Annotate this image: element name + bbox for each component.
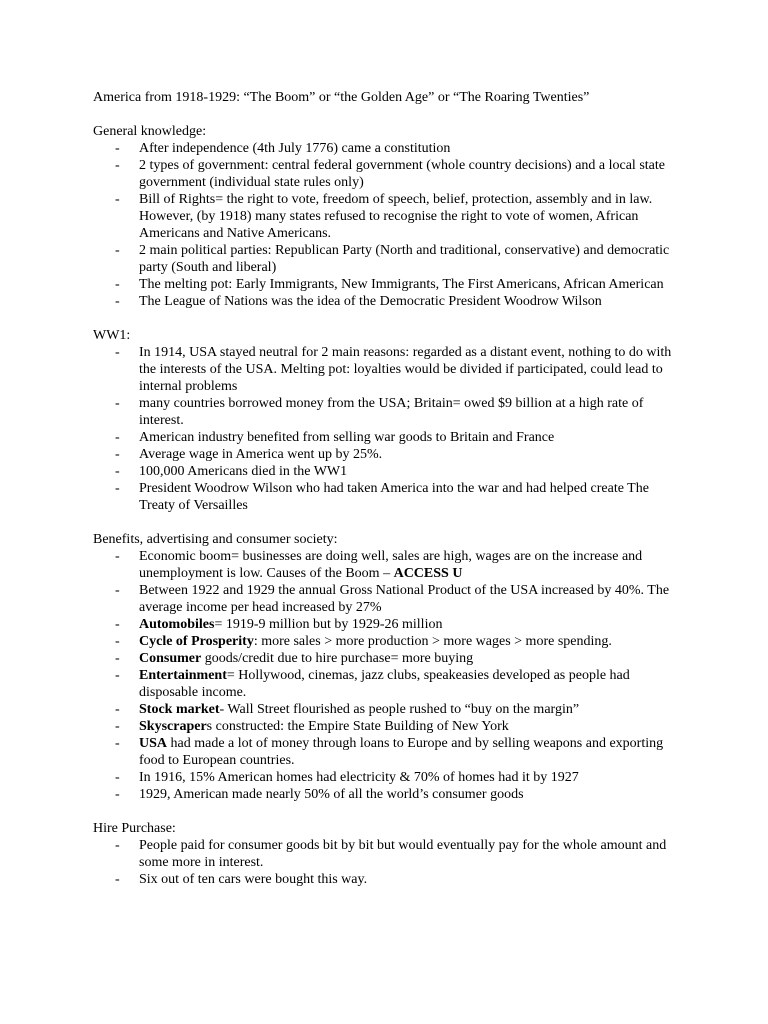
bullet-list	[93, 344, 673, 514]
bullet-dash: -	[115, 668, 120, 683]
bullet-dash: -	[115, 464, 120, 479]
bullet-list	[93, 140, 673, 310]
bullet-dash: -	[115, 736, 120, 751]
bullet-dash: -	[115, 430, 120, 445]
bullet-text: = 1919-9 million but by 1929-26 million	[214, 617, 443, 632]
bullet-item	[93, 701, 673, 718]
bold-term: Stock market	[139, 702, 220, 717]
bullet-text: 2 main political parties: Republican Party (North and traditional, conservative) and democratic party (South and liberal)	[139, 243, 670, 275]
section-heading: Benefits, advertising and consumer society:	[93, 532, 338, 547]
bullet-dash: -	[115, 634, 120, 649]
bold-term: Skyscraper	[139, 719, 207, 734]
bullet-item	[93, 429, 673, 446]
bullet-item	[93, 395, 673, 429]
bullet-item	[93, 242, 673, 276]
bullet-dash: -	[115, 838, 120, 853]
bullet-item	[93, 616, 673, 633]
bullet-text: Between 1922 and 1929 the annual Gross National Product of the USA increased by 40%. The average income per head increased by 27%	[139, 583, 670, 615]
bullet-item	[93, 650, 673, 667]
bullet-dash: -	[115, 702, 120, 717]
bullet-text: After independence (4th July 1776) came a constitution	[139, 141, 451, 156]
bullet-dash: -	[115, 617, 120, 632]
bullet-text: goods/credit due to hire purchase= more buying	[201, 651, 474, 666]
bullet-dash: -	[115, 447, 120, 462]
bullet-list	[93, 837, 673, 888]
bold-term: Consumer	[139, 651, 202, 666]
bullet-item	[93, 463, 673, 480]
bullet-item	[93, 276, 673, 293]
bullet-dash: -	[115, 549, 120, 564]
bullet-text: American industry benefited from selling war goods to Britain and France	[139, 430, 555, 445]
bullet-dash: -	[115, 243, 120, 258]
bullet-item	[93, 191, 673, 242]
bullet-text: The melting pot: Early Immigrants, New Immigrants, The First Americans, African American	[139, 277, 664, 292]
bold-term: ACCESS U	[393, 566, 463, 581]
bullet-dash: -	[115, 192, 120, 207]
bullet-text: The League of Nations was the idea of the Democratic President Woodrow Wilson	[139, 294, 602, 309]
bullet-item	[93, 769, 673, 786]
bullet-item	[93, 871, 673, 888]
section	[93, 123, 673, 310]
section-heading: WW1:	[93, 328, 131, 343]
bullet-item	[93, 667, 673, 701]
bullet-text: President Woodrow Wilson who had taken America into the war and had helped create The Treaty of Versailles	[139, 481, 649, 513]
bullet-text: many countries borrowed money from the USA; Britain= owed $9 billion at a high rate of interest.	[139, 396, 644, 428]
bullet-text: = Hollywood, cinemas, jazz clubs, speakeasies developed as people had disposable income.	[139, 668, 630, 700]
bullet-item	[93, 735, 673, 769]
section	[93, 327, 673, 514]
bullet-item	[93, 786, 673, 803]
bullet-dash: -	[115, 277, 120, 292]
bullet-dash: -	[115, 872, 120, 887]
bullet-text: Six out of ten cars were bought this way.	[139, 872, 368, 887]
bullet-dash: -	[115, 345, 120, 360]
bold-term: Entertainment	[139, 668, 227, 683]
bullet-text: Economic boom= businesses are doing well, sales are high, wages are on the increase and unemployment is low. Causes of the Boom –	[139, 549, 643, 581]
document-body	[93, 89, 673, 905]
bullet-text: In 1916, 15% American homes had electricity & 70% of homes had it by 1927	[139, 770, 579, 785]
bullet-item	[93, 718, 673, 735]
bullet-item	[93, 837, 673, 871]
bullet-text: 100,000 Americans died in the WW1	[139, 464, 348, 479]
bullet-dash: -	[115, 787, 120, 802]
bullet-text: 1929, American made nearly 50% of all the world’s consumer goods	[139, 787, 524, 802]
section-heading: Hire Purchase:	[93, 821, 176, 836]
section	[93, 531, 673, 803]
bullet-dash: -	[115, 651, 120, 666]
bullet-text: Bill of Rights= the right to vote, freedom of speech, belief, protection, assembly and in law. However, (by 1918) many states refused to recognise the right to vote of women, African Americans and Native Americans.	[139, 192, 653, 241]
bullet-text: : more sales > more production > more wages > more spending.	[253, 634, 612, 649]
bullet-dash: -	[115, 770, 120, 785]
bullet-dash: -	[115, 481, 120, 496]
bullet-dash: -	[115, 583, 120, 598]
bullet-text: had made a lot of money through loans to Europe and by selling weapons and exporting food to European countries.	[139, 736, 664, 768]
bullet-dash: -	[115, 719, 120, 734]
bullet-text: - Wall Street flourished as people rushed to “buy on the margin”	[219, 702, 580, 717]
bullet-text: 2 types of government: central federal government (whole country decisions) and a local state government (individual state rules only)	[139, 158, 665, 190]
bullet-dash: -	[115, 141, 120, 156]
section-heading: General knowledge:	[93, 124, 207, 139]
bullet-dash: -	[115, 294, 120, 309]
bullet-item	[93, 344, 673, 395]
bullet-dash: -	[115, 396, 120, 411]
bullet-item	[93, 548, 673, 582]
bullet-item	[93, 446, 673, 463]
bullet-text: In 1914, USA stayed neutral for 2 main reasons: regarded as a distant event, nothing to do with the interests of the USA. Melting pot: loyalties would be divided if participated, could lead to internal problems	[139, 345, 672, 394]
bullet-text: Average wage in America went up by 25%.	[139, 447, 383, 462]
bullet-item	[93, 157, 673, 191]
bullet-item	[93, 582, 673, 616]
bullet-text: s constructed: the Empire State Building of New York	[206, 719, 509, 734]
bullet-item	[93, 140, 673, 157]
bold-term: USA	[139, 736, 168, 751]
document-title: America from 1918-1929: “The Boom” or “the Golden Age” or “The Roaring Twenties”	[93, 90, 590, 105]
bullet-list	[93, 548, 673, 803]
bold-term: Cycle of Prosperity	[139, 634, 254, 649]
sections-container	[93, 123, 673, 888]
bullet-dash: -	[115, 158, 120, 173]
bullet-text: People paid for consumer goods bit by bit but would eventually pay for the whole amount and some more in interest.	[139, 838, 667, 870]
bullet-item	[93, 293, 673, 310]
bullet-item	[93, 480, 673, 514]
section	[93, 820, 673, 888]
bullet-item	[93, 633, 673, 650]
bold-term: Automobiles	[139, 617, 215, 632]
